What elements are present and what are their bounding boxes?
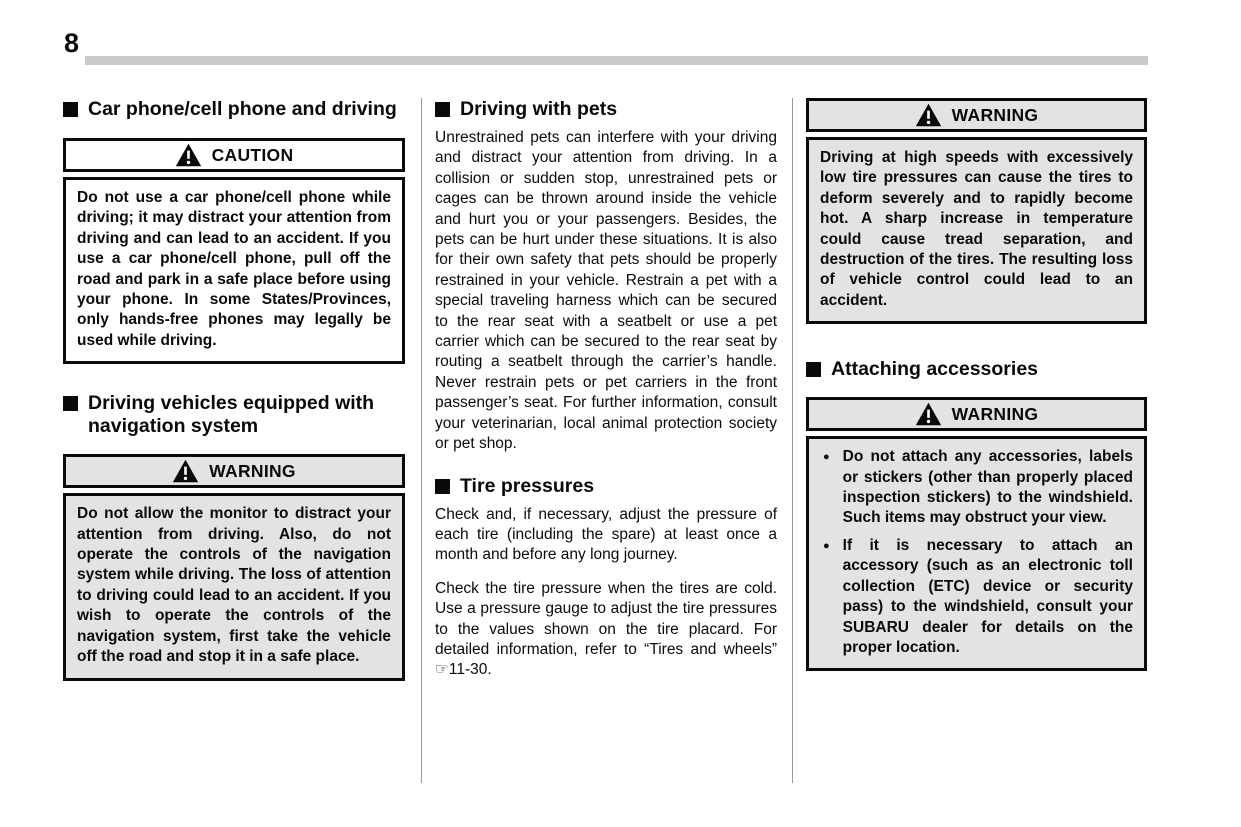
warning-triangle-icon bbox=[915, 103, 942, 127]
section-marker-icon bbox=[435, 102, 450, 117]
warning-bullet-item bbox=[820, 536, 1133, 658]
tire-paragraph-2: Check the tire pressure when the tires are cold. Use a pressure gauge to adjust the tire pressures to the values shown on the tire placard. For detailed information, refer to “Tires and wheels” ☞11-30. bbox=[435, 579, 777, 679]
section-marker-icon bbox=[806, 362, 821, 377]
warning-box-body: Driving at high speeds with excessively low tire pressures can cause the tires to deform severely and to rapidly become hot. A sharp increase in temperature could cause tread separation, and destruction of the tires. The resulting loss of vehicle control could lead to an accident. bbox=[806, 137, 1147, 324]
column-right bbox=[806, 98, 1147, 671]
warning-box-header bbox=[63, 454, 405, 488]
warning-bullet-text: If it is necessary to attach an accessory (such as an electronic toll collection (ETC) device or security pass) to the windshield, consult your SUBARU dealer for details on the proper location. bbox=[842, 536, 1133, 656]
warning-triangle-icon bbox=[172, 459, 199, 483]
warning-label: WARNING bbox=[209, 460, 296, 481]
section-marker-icon bbox=[63, 102, 78, 117]
warning-triangle-icon bbox=[915, 402, 942, 426]
warning-bullet-text: Do not attach any accessories, labels or stickers (other than properly placed inspection stickers) to the windshield. Such items may obstruct your view. bbox=[842, 448, 1133, 527]
warning-triangle-icon bbox=[175, 143, 202, 167]
column-left bbox=[63, 98, 405, 681]
section-heading-car-phone bbox=[63, 98, 405, 121]
section-marker-icon bbox=[63, 396, 78, 411]
pets-paragraph: Unrestrained pets can interfere with your driving and distract your attention from driving. In a collision or sudden stop, unrestrained pets or cages can be thrown around inside the vehicle and hurt you or your passengers. Besides, the pets can be hurt under these situations. It is also for their own safety that pets should be properly restrained in your vehicle. Restrain a pet with a special traveling harness which can be secured to the rear seat with a seatbelt or use a pet carrier which can be secured to the rear seat by routing a seatbelt through the carrier’s handle. Never restrain pets or pet carriers in the front passenger’s seat. For further information, consult your veterinarian, local animal protection society or pet shop. bbox=[435, 129, 777, 453]
section-heading-label: Driving with pets bbox=[460, 98, 618, 120]
page-number: 8 bbox=[64, 28, 80, 58]
section-heading-navigation bbox=[63, 392, 405, 438]
tire-paragraph-1: Check and, if necessary, adjust the pressure of each tire (including the spare) at least once a month and before any long journey. bbox=[435, 505, 777, 564]
section-marker-icon bbox=[435, 479, 450, 494]
section-heading-tire-pressures bbox=[435, 475, 777, 498]
warning-box-body: Do not allow the monitor to distract your attention from driving. Also, do not operate the controls of the navigation system while driving. The loss of attention to driving could lead to an accident. If you wish to operate the controls of the navigation system, first take the vehicle off the road and stop it in a safe place. bbox=[63, 493, 405, 680]
warning-box-header bbox=[806, 98, 1147, 132]
bullet-icon: ● bbox=[823, 451, 830, 464]
column-middle bbox=[435, 98, 777, 681]
warning-box-header bbox=[806, 397, 1147, 431]
section-heading-label: Tire pressures bbox=[460, 474, 595, 497]
section-heading-label: Driving vehicles equipped with navigation system bbox=[88, 392, 375, 438]
bullet-icon: ● bbox=[823, 539, 830, 552]
header-rule bbox=[85, 56, 1148, 65]
caution-label: CAUTION bbox=[211, 144, 294, 165]
warning-box-body bbox=[806, 436, 1147, 671]
column-divider bbox=[792, 98, 793, 783]
column-divider bbox=[421, 98, 422, 783]
section-heading-label: Car phone/cell phone and driving bbox=[88, 98, 397, 120]
caution-box-header bbox=[63, 138, 405, 172]
section-heading-pets bbox=[435, 98, 777, 121]
section-heading-attaching-accessories bbox=[806, 358, 1147, 381]
section-heading-label: Attaching accessories bbox=[831, 358, 1039, 381]
warning-label: WARNING bbox=[951, 403, 1039, 424]
warning-bullet-item bbox=[820, 447, 1133, 529]
caution-box-body: Do not use a car phone/cell phone while driving; it may distract your attention from driving and can lead to an accident. If you use a car phone/cell phone, pull off the road and park in a safe place before using your phone. In some States/Provinces, only hands-free phones may legally be used while driving. bbox=[63, 177, 405, 364]
warning-label: WARNING bbox=[951, 104, 1039, 125]
